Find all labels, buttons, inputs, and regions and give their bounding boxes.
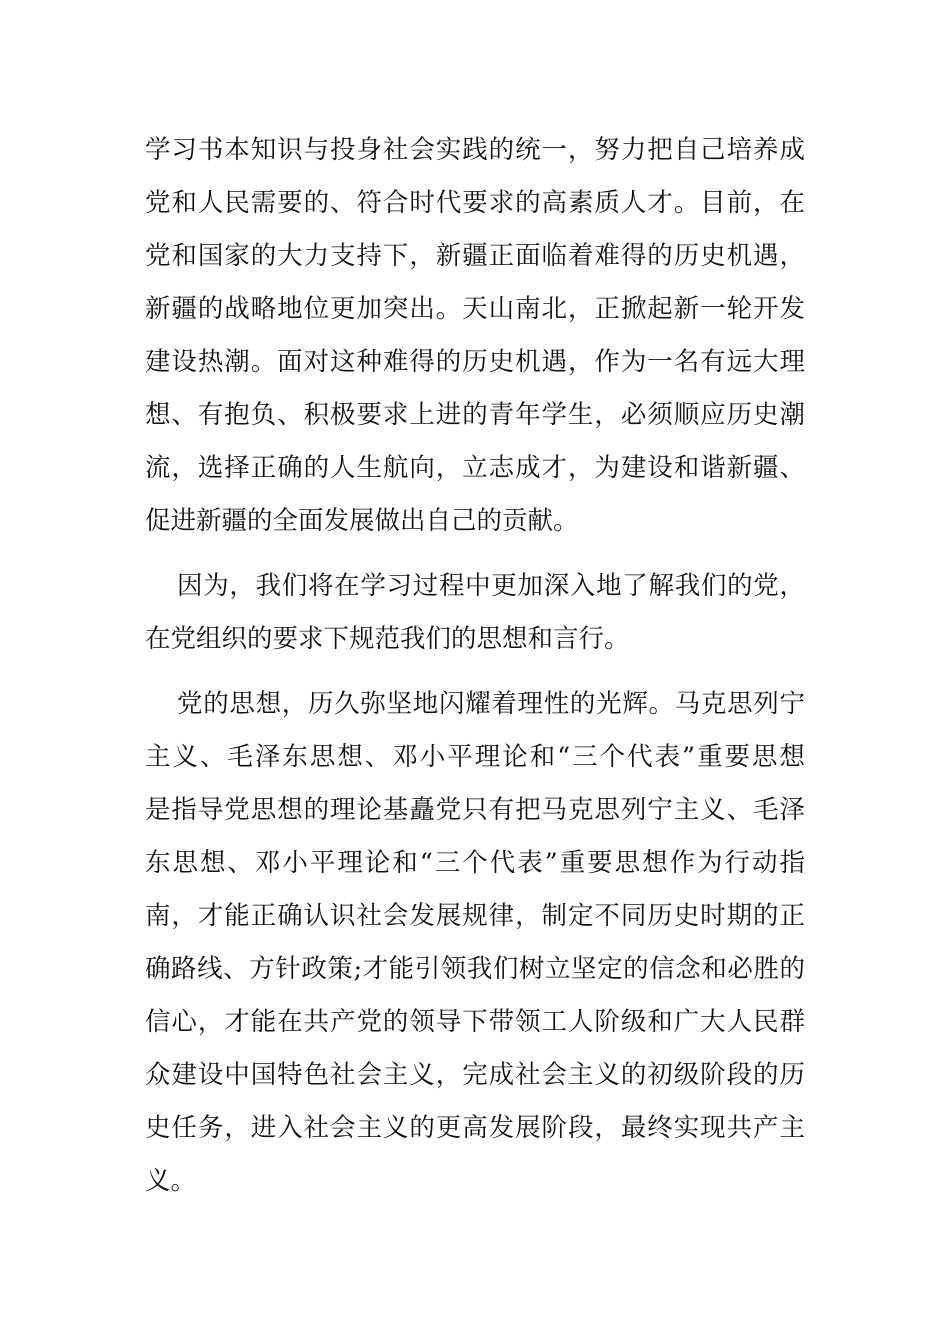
- text-line: 主义、毛泽东思想、邓小平理论和“三个代表”重要思想: [145, 742, 805, 772]
- text-line: 众建设中国特色社会主义，完成社会主义的初级阶段的历: [145, 1060, 805, 1090]
- text-line: 确路线、方针政策;才能引领我们树立坚定的信念和必胜的: [145, 954, 805, 984]
- text-line: 是指导党思想的理论基矗党只有把马克思列宁主义、毛泽: [145, 795, 805, 825]
- text-line: 党的思想，历久弥坚地闪耀着理性的光辉。马克思列宁: [177, 689, 805, 719]
- paragraph-1: [145, 124, 805, 548]
- text-line: 学习书本知识与投身社会实践的统一，努力把自己培养成: [145, 135, 805, 165]
- paragraph-3: [145, 678, 805, 1208]
- text-line: 党和国家的大力支持下，新疆正面临着难得的历史机遇，: [145, 241, 805, 271]
- text-line: 信心，才能在共产党的领导下带领工人阶级和广大人民群: [145, 1007, 805, 1037]
- text-line: 建设热潮。面对这种难得的历史机遇，作为一名有远大理: [145, 347, 805, 377]
- paragraph-2: [145, 560, 805, 666]
- text-line: 流，选择正确的人生航向，立志成才，为建设和谐新疆、: [145, 453, 805, 483]
- text-line: 新疆的战略地位更加突出。天山南北，正掀起新一轮开发: [145, 294, 805, 324]
- text-line: 东思想、邓小平理论和“三个代表”重要思想作为行动指: [145, 848, 805, 878]
- text-line: 南，才能正确认识社会发展规律，制定不同历史时期的正: [145, 901, 805, 931]
- text-line: 促进新疆的全面发展做出自己的贡献。: [145, 506, 579, 536]
- document-body: [145, 124, 805, 1220]
- text-line: 党和人民需要的、符合时代要求的高素质人才。目前，在: [145, 188, 805, 218]
- text-line: 因为，我们将在学习过程中更加深入地了解我们的党，: [177, 571, 805, 601]
- text-line: 在党组织的要求下规范我们的思想和言行。: [145, 624, 630, 654]
- text-line: 史任务，进入社会主义的更高发展阶段，最终实现共产主: [145, 1113, 805, 1143]
- text-line: 义。: [145, 1166, 197, 1196]
- text-line: 想、有抱负、积极要求上进的青年学生，必须顺应历史潮: [145, 400, 805, 430]
